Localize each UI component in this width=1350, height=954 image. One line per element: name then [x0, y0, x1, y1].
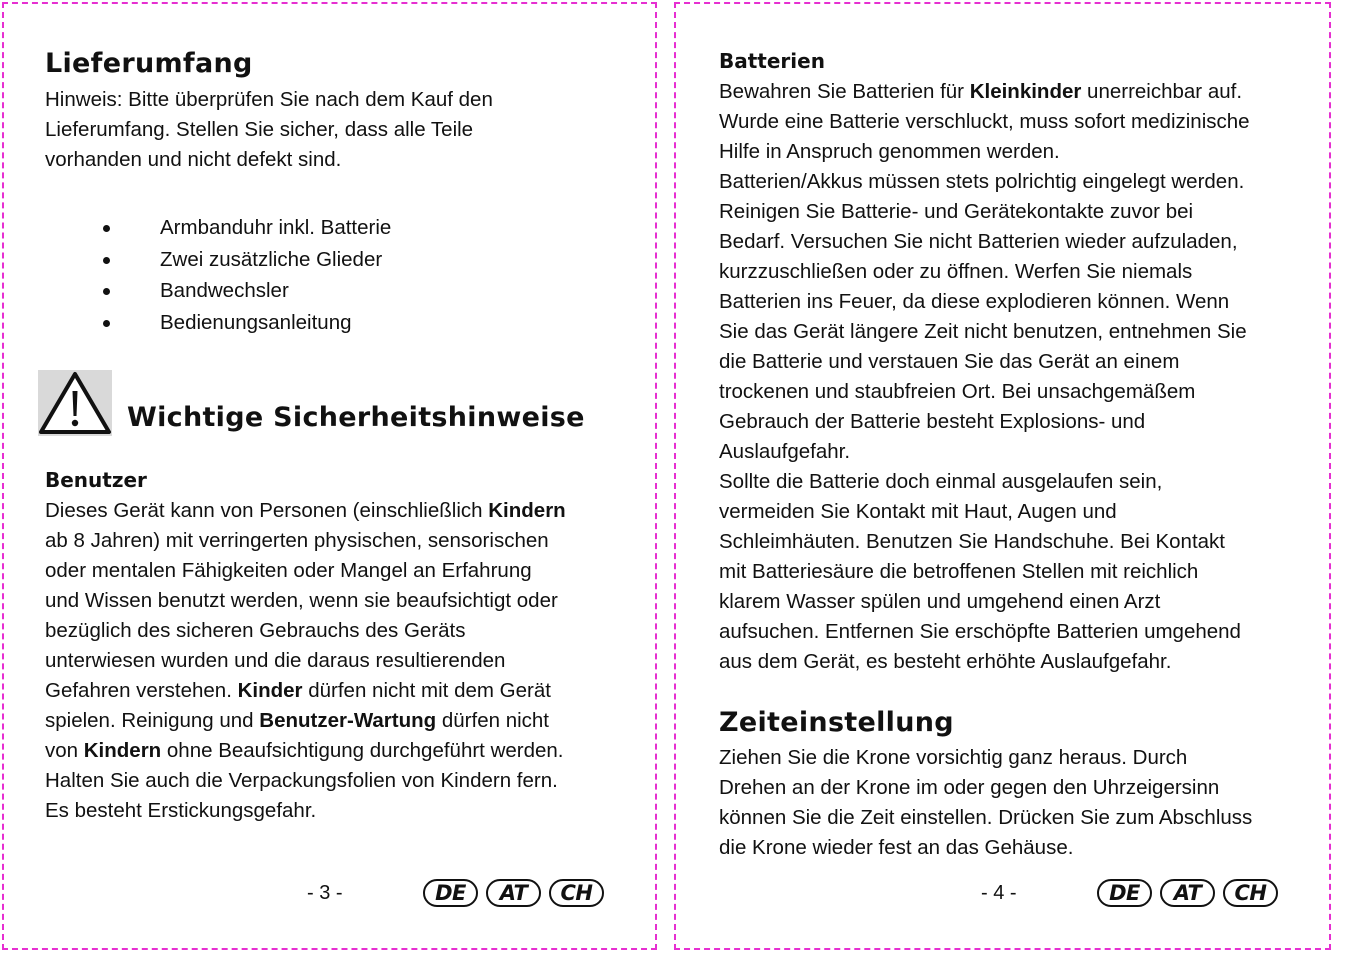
text-line: trockenen und staubfreien Ort. Bei unsachgemäßem: [719, 380, 1196, 403]
text-line: mit Batteriesäure die betroffenen Stellen mit reichlich: [719, 560, 1199, 583]
text-line: ab 8 Jahren) mit verringerten physischen, sensorischen: [45, 529, 549, 552]
text-line: Reinigen Sie Batterie- und Gerätekontakte zuvor bei: [719, 200, 1194, 223]
text-line: Sollte die Batterie doch einmal ausgelaufen sein,: [719, 470, 1163, 493]
bullet-icon: [103, 225, 110, 232]
batterien-heading: Batterien: [719, 49, 825, 73]
batterien-text: [719, 77, 1250, 677]
country-badge-ch: CH: [1223, 879, 1278, 907]
text-line: kurzzuschließen oder zu öffnen. Werfen Sie niemals: [719, 260, 1193, 283]
text-line: Wurde eine Batterie verschluckt, muss sofort medizinische: [719, 110, 1250, 133]
text-line: vermeiden Sie Kontakt mit Haut, Augen und: [719, 500, 1117, 523]
text-line: Batterien/Akkus müssen stets polrichtig eingelegt werden.: [719, 170, 1245, 193]
text-line: klarem Wasser spülen und umgehend einen Arzt: [719, 590, 1161, 613]
country-badge-de: DE: [423, 879, 478, 907]
text-line: Sie das Gerät längere Zeit nicht benutzen, entnehmen Sie: [719, 320, 1247, 343]
text-line: Hilfe in Anspruch genommen werden.: [719, 140, 1060, 163]
country-badges: [1097, 879, 1278, 907]
text-line: Ziehen Sie die Krone vorsichtig ganz heraus. Durch: [719, 746, 1188, 769]
text-line: können Sie die Zeit einstellen. Drücken Sie zum Abschluss: [719, 806, 1253, 829]
text-line: Halten Sie auch die Verpackungsfolien von Kindern fern.: [45, 769, 558, 792]
page-number: - 4 -: [981, 882, 1017, 904]
bullet-icon: [103, 320, 110, 327]
country-badge-de: DE: [1097, 879, 1152, 907]
note-line: Lieferumfang. Stellen Sie sicher, dass alle Teile: [45, 118, 474, 141]
warning-triangle-icon: [38, 370, 112, 436]
text-line: Gefahren verstehen. Kinder dürfen nicht mit dem Gerät: [45, 679, 551, 702]
text-line: oder mentalen Fähigkeiten oder Mangel an Erfahrung: [45, 559, 532, 582]
text-line: Es besteht Erstickungsgefahr.: [45, 799, 317, 822]
text-line: unterwiesen wurden und die daraus resultierenden: [45, 649, 506, 672]
zeiteinstellung-heading: Zeiteinstellung: [719, 707, 954, 738]
text-line: die Krone wieder fest an das Gehäuse.: [719, 836, 1074, 859]
text-line: Schleimhäuten. Benutzen Sie Handschuhe. Bei Kontakt: [719, 530, 1225, 553]
text-line: von Kindern ohne Beaufsichtigung durchgeführt werden.: [45, 739, 564, 762]
bullet-icon: [103, 257, 110, 264]
text-line: die Batterie und verstauen Sie das Gerät an einem: [719, 350, 1180, 373]
text-line: bezüglich des sicheren Gebrauchs des Geräts: [45, 619, 466, 642]
text-line: spielen. Reinigung und Benutzer-Wartung dürfen nicht: [45, 709, 550, 732]
note-line: vorhanden und nicht defekt sind.: [45, 148, 342, 171]
page-number: - 3 -: [307, 882, 343, 904]
bullet-icon: [103, 288, 110, 295]
text-line: Bewahren Sie Batterien für Kleinkinder unerreichbar auf.: [719, 80, 1243, 103]
text-line: Gebrauch der Batterie besteht Explosions- und: [719, 410, 1146, 433]
text-line: Bedarf. Versuchen Sie nicht Batterien wieder aufzuladen,: [719, 230, 1238, 253]
safety-heading: Wichtige Sicherheitshinweise: [127, 402, 585, 433]
country-badge-at: AT: [486, 879, 541, 907]
text-line: Dieses Gerät kann von Personen (einschließlich Kindern: [45, 499, 566, 522]
country-badge-at: AT: [1160, 879, 1215, 907]
text-line: Drehen an der Krone im oder gegen den Uhrzeigersinn: [719, 776, 1220, 799]
text-line: aufsuchen. Entfernen Sie erschöpfte Batterien umgehend: [719, 620, 1241, 643]
list-item-label: Zwei zusätzliche Glieder: [160, 247, 383, 271]
note-line: Hinweis: Bitte überprüfen Sie nach dem Kauf den: [45, 88, 493, 111]
zeiteinstellung-text: [719, 743, 1252, 863]
list-item: [160, 307, 391, 339]
list-item: [160, 244, 391, 276]
benutzer-heading: Benutzer: [45, 468, 147, 492]
benutzer-text: [45, 496, 566, 826]
list-item-label: Bandwechsler: [160, 279, 289, 302]
text-line: und Wissen benutzt werden, wenn sie beaufsichtigt oder: [45, 589, 558, 612]
list-item-label: Armbanduhr inkl. Batterie: [160, 216, 392, 239]
country-badges: [423, 879, 604, 907]
text-line: aus dem Gerät, es besteht erhöhte Auslaufgefahr.: [719, 650, 1172, 673]
lieferumfang-heading: Lieferumfang: [45, 48, 253, 79]
list-item: [160, 212, 391, 244]
country-badge-ch: CH: [549, 879, 604, 907]
contents-list: [160, 212, 391, 338]
lieferumfang-note: [45, 85, 493, 175]
list-item: [160, 275, 391, 307]
text-line: Auslaufgefahr.: [719, 440, 851, 463]
text-line: Batterien ins Feuer, da diese explodieren können. Wenn: [719, 290, 1230, 313]
list-item-label: Bedienungsanleitung: [160, 310, 352, 334]
